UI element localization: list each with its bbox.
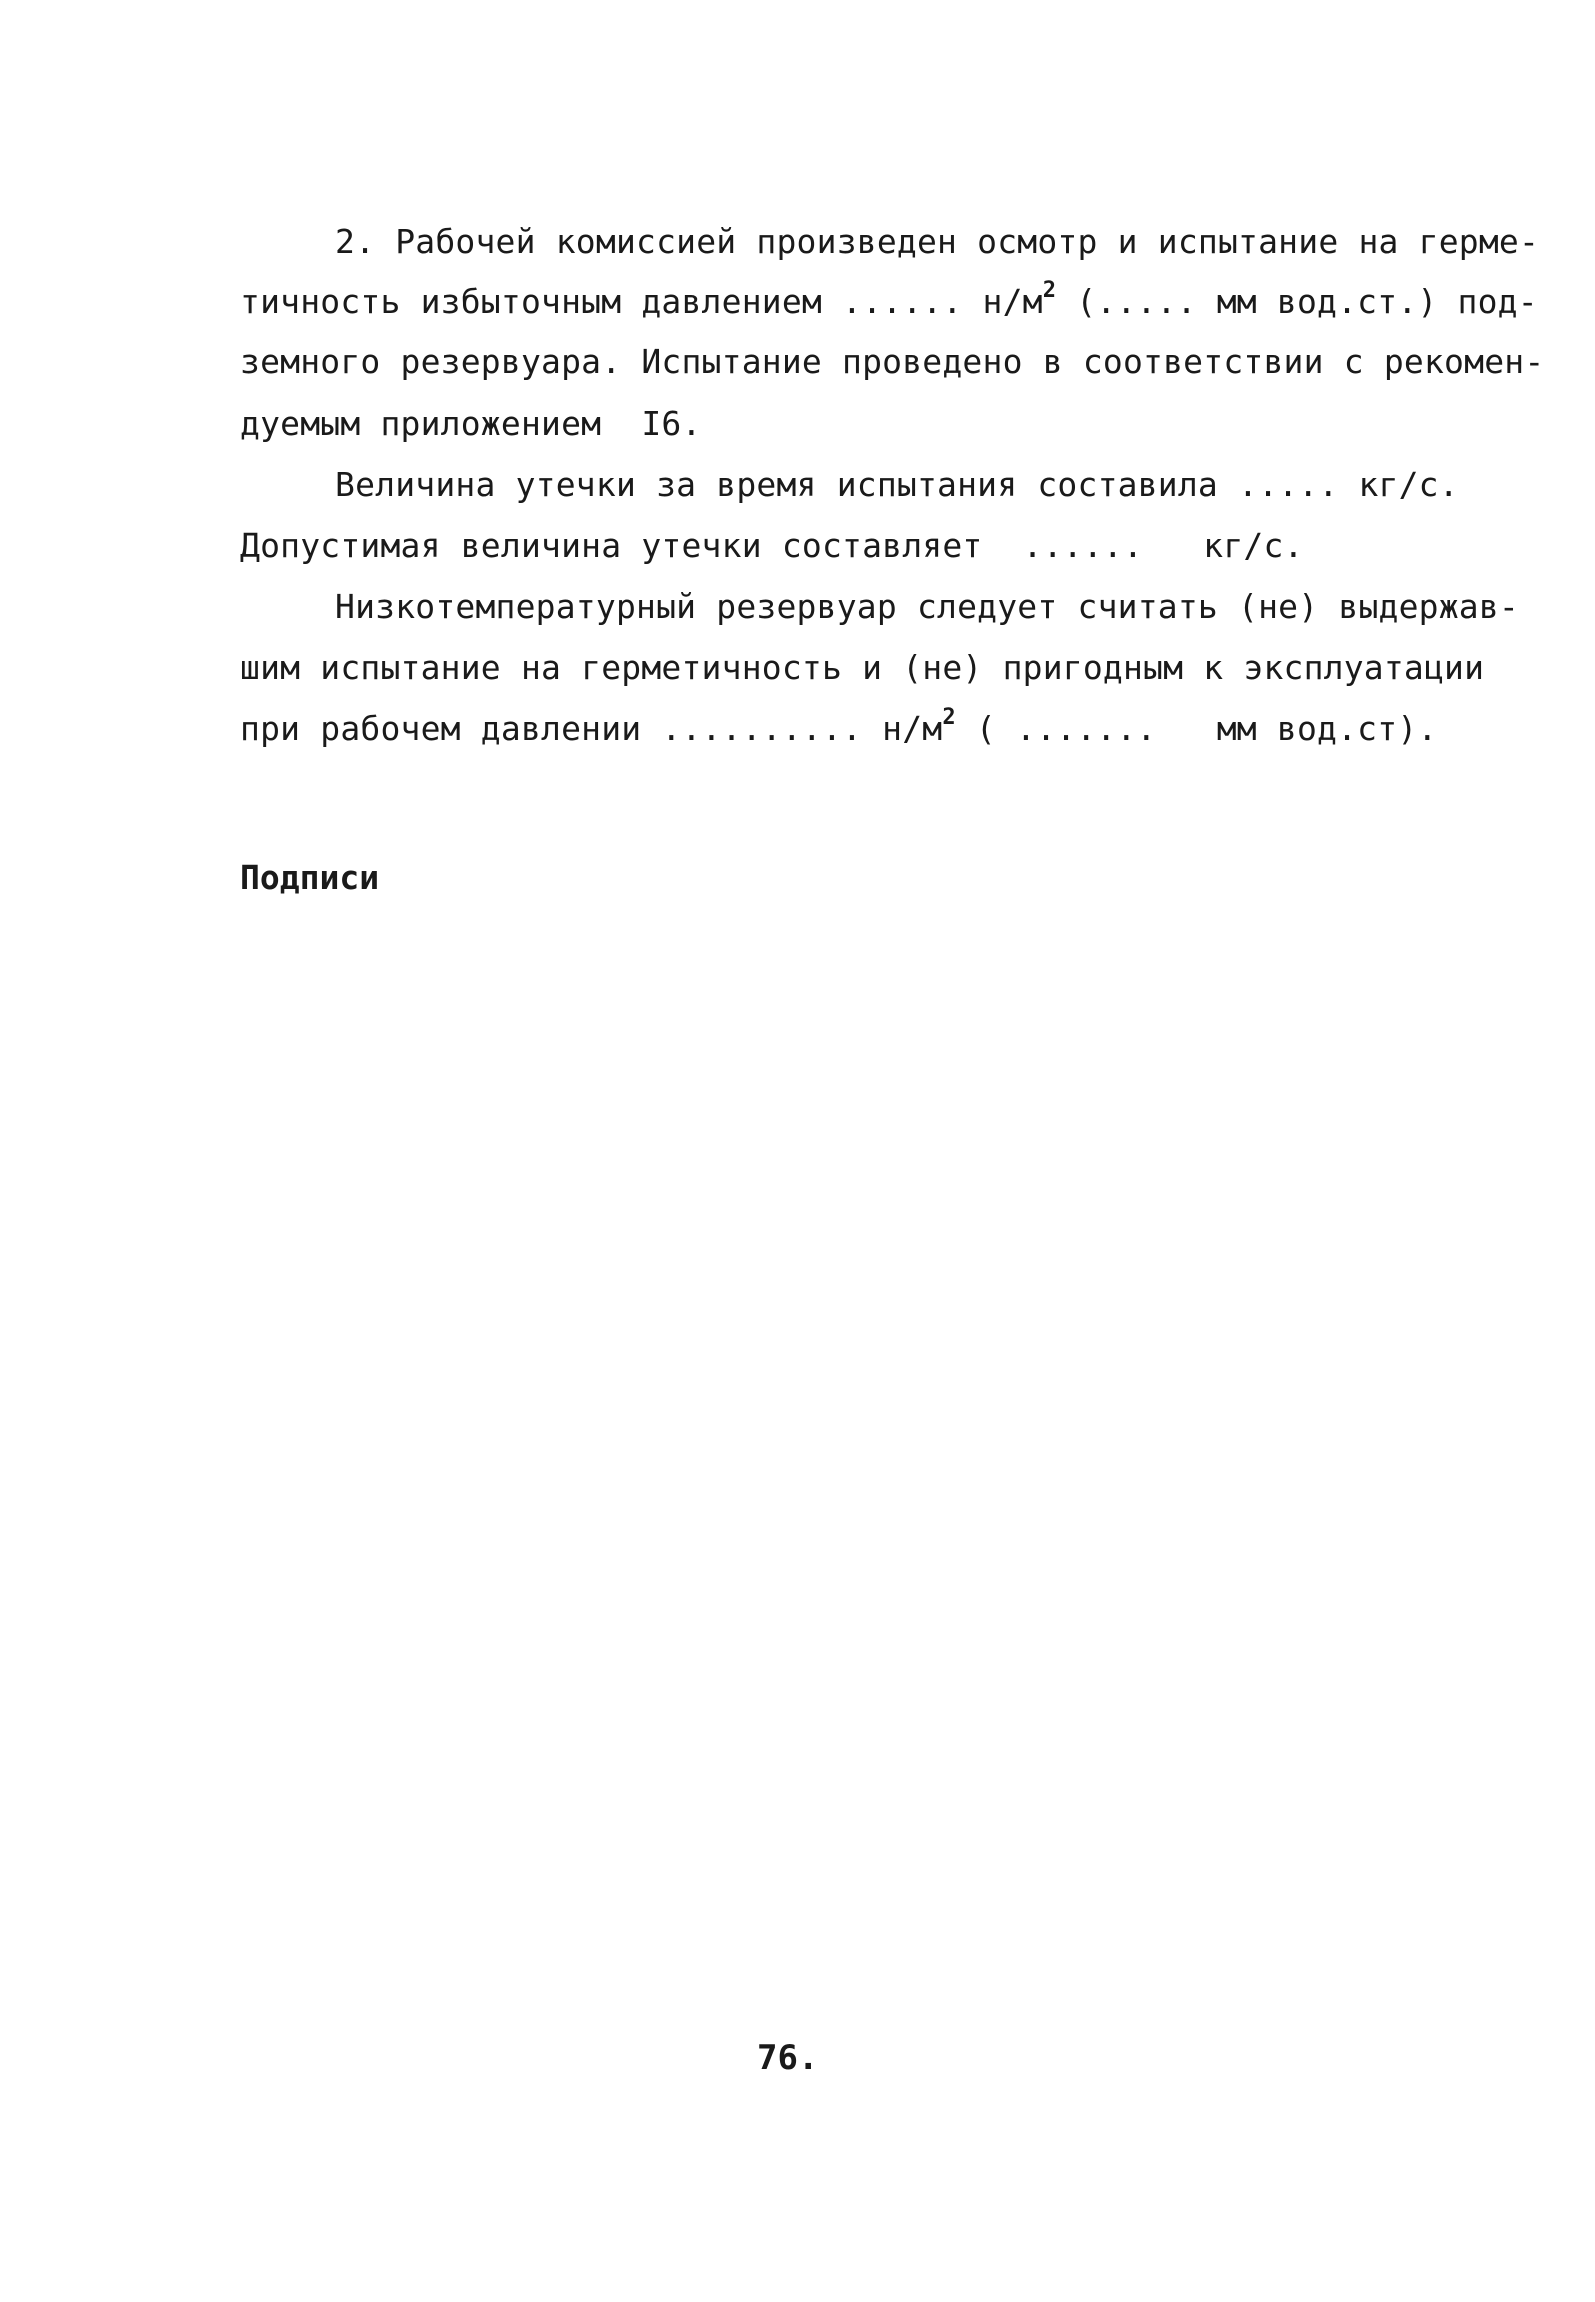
page-number: 76. — [757, 2038, 819, 2078]
exponent-superscript: 2 — [1042, 278, 1057, 303]
exponent-superscript: 2 — [942, 705, 956, 730]
paragraph1-line4: дуемым приложением I6. — [240, 404, 702, 443]
paragraph3-line3 — [240, 705, 1438, 749]
paragraph3-line2: шим испытание на герметичность и (не) пригодным к эксплуатации — [240, 648, 1485, 687]
paragraph1-line1: 2. Рабочей комиссией произведен осмотр и испытание на герме- — [335, 222, 1540, 261]
signatures-label: Подписи — [240, 858, 380, 897]
paragraph3-line1: Низкотемпературный резервуар следует считать (не) выдержав- — [335, 587, 1519, 626]
paragraph1-line2-text: тичность избыточным давлением ...... н/м — [240, 282, 1043, 321]
paragraph1-line2 — [240, 278, 1538, 322]
paragraph1-line3: земного резервуара. Испытание проведено в соответствии с рекомен- — [240, 342, 1545, 381]
paragraph2-line2: Допустимая величина утечки составляет ...... кг/с. — [240, 526, 1304, 565]
paragraph3-line3-text: при рабочем давлении .......... н/м — [240, 709, 943, 748]
paragraph3-line3-tail: ( ....... мм вод.ст). — [955, 709, 1438, 748]
paragraph2-line1: Величина утечки за время испытания составила ..... кг/с. — [335, 465, 1459, 504]
paragraph1-line2-tail: (..... мм вод.ст.) под- — [1056, 282, 1538, 321]
